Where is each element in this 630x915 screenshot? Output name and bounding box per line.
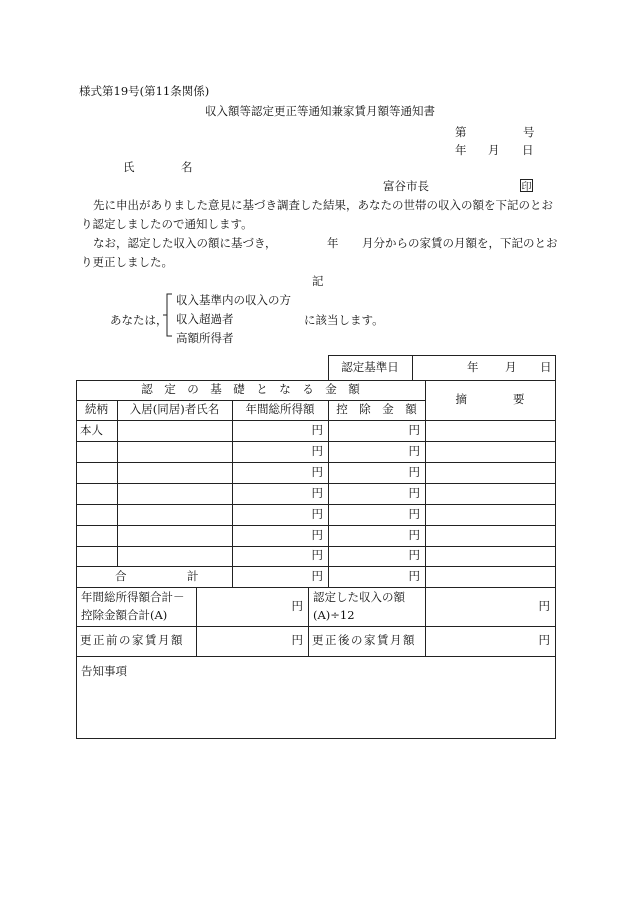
row1-income-yen: 円 xyxy=(311,422,323,437)
total-label-1: 合 xyxy=(115,569,127,583)
row2-deduction-yen: 円 xyxy=(408,443,420,458)
row6-income-yen: 円 xyxy=(311,527,323,542)
calc-value-yen: 円 xyxy=(291,598,303,613)
paragraph-1-line-2: り認定しましたので通知します。 xyxy=(81,217,253,231)
col-zokugara: 続柄 xyxy=(85,402,108,417)
col-income: 年間総所得額 xyxy=(245,402,315,417)
rent-before-yen: 円 xyxy=(291,633,303,648)
row5-income-yen: 円 xyxy=(311,506,323,521)
row4-deduction-yen: 円 xyxy=(408,485,420,500)
row2-income-yen: 円 xyxy=(311,443,323,458)
issuer-name: 富谷市長 xyxy=(383,179,429,193)
anata-label: あなたは， xyxy=(110,313,168,327)
notice-label: 告知事項 xyxy=(81,664,127,678)
total-income-yen: 円 xyxy=(311,568,323,583)
nintei-year: 年 xyxy=(467,360,479,374)
paragraph-2-line-2: り更正しました。 xyxy=(81,255,173,269)
row5-deduction-yen: 円 xyxy=(408,506,420,521)
calc-label-line-1: 年間総所得額合計－ xyxy=(81,590,185,604)
option-high-income: 高額所得者 xyxy=(176,331,234,345)
nintei-date-label: 認定基準日 xyxy=(341,359,399,374)
row3-deduction-yen: 円 xyxy=(408,464,420,479)
paragraph-2-line-1-c: 月分からの家賃の月額を，下記のとお xyxy=(362,236,558,250)
rent-after-yen: 円 xyxy=(538,633,550,648)
paragraph-1-line-1: 先に申出がありました意見に基づき調査した結果，あなたの世帯の収入の額を下記のとお xyxy=(93,198,553,212)
rent-after-label: 更正後の家賃月額 xyxy=(312,633,416,648)
document-title: 収入額等認定更正等通知兼家賃月額等通知書 xyxy=(205,104,435,118)
gaitou-label: に該当します。 xyxy=(304,313,384,327)
paragraph-2-line-1-a: なお，認定した収入の額に基づき， xyxy=(93,236,277,250)
name-label-shi: 氏 xyxy=(123,160,135,174)
calc-label-line-2: 控除金額合計(A) xyxy=(81,608,168,622)
total-label-2: 計 xyxy=(187,569,199,583)
row6-deduction-yen: 円 xyxy=(408,527,420,542)
row1-deduction-yen: 円 xyxy=(408,422,420,437)
option-standard-income: 収入基準内の収入の方 xyxy=(176,293,291,307)
row7-deduction-yen: 円 xyxy=(408,548,420,563)
form-number: 様式第19号(第11条関係) xyxy=(79,84,210,98)
number-suffix: 号 xyxy=(523,125,535,139)
col-name: 入居(同居)者氏名 xyxy=(129,402,220,417)
date-month: 月 xyxy=(488,143,500,157)
date-day: 日 xyxy=(522,143,534,157)
option-excess-income: 収入超過者 xyxy=(176,312,234,326)
option-bracket xyxy=(160,292,174,338)
date-year: 年 xyxy=(455,143,467,157)
ki-label: 記 xyxy=(312,274,324,288)
nintei-month: 月 xyxy=(505,360,517,374)
rent-before-label: 更正前の家賃月額 xyxy=(80,633,184,648)
col-deduction: 控 除 金 額 xyxy=(336,402,417,417)
number-prefix: 第 xyxy=(455,125,467,139)
recog-label-line-2: (A)÷12 xyxy=(313,608,355,622)
row3-income-yen: 円 xyxy=(311,464,323,479)
recog-label-line-1: 認定した収入の額 xyxy=(313,590,405,604)
group-header: 認 定 の 基 礎 と な る 金 額 xyxy=(141,382,360,397)
remarks-header: 摘 要 xyxy=(455,392,525,407)
name-label-mei: 名 xyxy=(181,160,193,174)
seal-mark: 印 xyxy=(520,179,533,192)
paragraph-2-line-1-year: 年 xyxy=(327,236,339,250)
nintei-day: 日 xyxy=(540,360,552,374)
row7-income-yen: 円 xyxy=(311,548,323,563)
row1-zokugara: 本人 xyxy=(80,422,103,437)
row4-income-yen: 円 xyxy=(311,485,323,500)
total-deduction-yen: 円 xyxy=(408,568,420,583)
recog-value-yen: 円 xyxy=(538,598,550,613)
